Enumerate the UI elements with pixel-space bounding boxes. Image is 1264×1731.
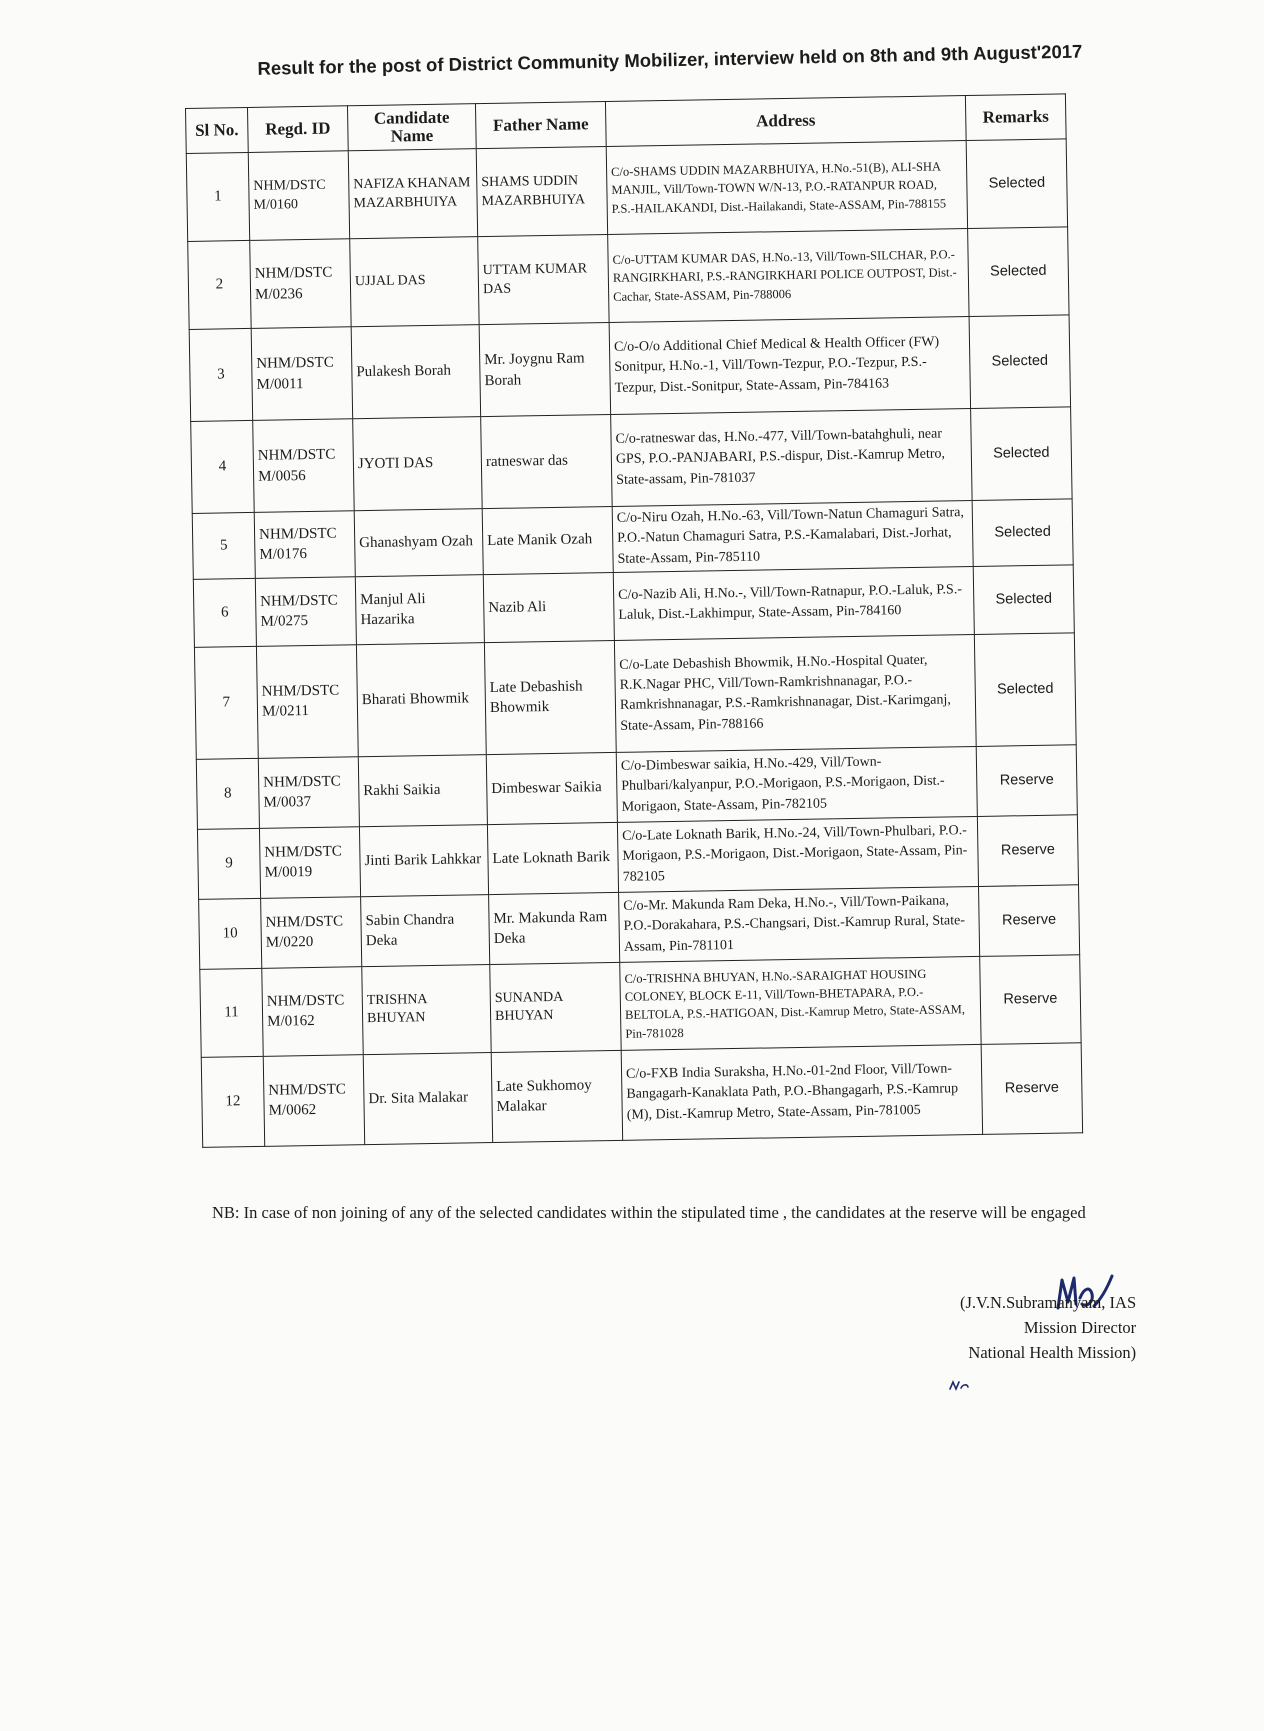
- cell-father-name: Late Sukhomoy Malakar: [491, 1050, 622, 1142]
- signatory-name: (J.V.N.Subramanyam, IAS: [960, 1293, 1137, 1312]
- signatory-organization: National Health Mission): [968, 1343, 1137, 1362]
- cell-candidate-name: Rakhi Saikia: [358, 754, 487, 826]
- cell-address: C/o-ratneswar das, H.No.-477, Vill/Town-batahghuli, near GPS, P.O.-PANJABARI, P.S.-dispur, Dist.-Kamrup Metro, State-assam, Pin-781037: [611, 409, 972, 507]
- cell-candidate-name: Manjul Ali Hazarika: [355, 575, 484, 645]
- cell-candidate-name: JYOTI DAS: [353, 417, 483, 511]
- document-title: Result for the post of District Community Mobilizer, interview held on 8th and 9th August'2017: [257, 40, 1083, 79]
- table-row: [194, 633, 1076, 760]
- cell-address: C/o-SHAMS UDDIN MAZARBHUIYA, H.No.-51(B), ALI-SHA MANJIL, Vill/Town-TOWN W/N-13, P.O.-RATANPUR ROAD, P.S.-HAILAKANDI, Dist.-Hailakandi, State-ASSAM, Pin-788155: [606, 141, 967, 235]
- cell-remarks: Selected: [974, 633, 1076, 747]
- cell-address: C/o-Mr. Makunda Ram Deka, H.No.-, Vill/Town-Paikana, P.O.-Dorakahara, P.S.-Changsari, Dist.-Kamrup Rural, State-Assam, Pin-781101: [619, 886, 980, 962]
- cell-remarks: Selected: [968, 227, 1069, 317]
- results-table-wrap: [185, 93, 1083, 1147]
- cell-candidate-name: Sabin Chandra Deka: [361, 894, 490, 966]
- table-row: [201, 1043, 1082, 1148]
- table-row: [188, 227, 1069, 330]
- cell-remarks: Selected: [966, 139, 1067, 229]
- header-sl-no: Sl No.: [186, 107, 249, 153]
- cell-remarks: Selected: [971, 407, 1073, 501]
- cell-remarks: Selected: [969, 315, 1071, 409]
- cell-remarks: Reserve: [981, 1043, 1082, 1135]
- table-row: [189, 315, 1070, 422]
- cell-candidate-name: TRISHNA BHUYAN: [362, 964, 491, 1054]
- cell-father-name: SHAMS UDDIN MAZARBHUIYA: [476, 147, 607, 237]
- cell-candidate-name: Ghanashyam Ozah: [354, 509, 483, 577]
- cell-address: C/o-Late Loknath Barik, H.No.-24, Vill/Town-Phulbari, P.O.-Morigaon, P.S.-Morigaon, Dist.-Morigaon, State-Assam, Pin-782105: [617, 816, 978, 892]
- cell-address: C/o-FXB India Suraksha, H.No.-01-2nd Floor, Vill/Town-Bangagarh-Kanaklata Path, P.O.-Bhangagarh, P.S.-Kamrup (M), Dist.-Kamrup Metro, State-Assam, Pin-781005: [621, 1044, 982, 1140]
- note-text: NB: In case of non joining of any of the selected candidates within the stipulated time , the candidates at the reserve will be engaged: [212, 1203, 1086, 1222]
- cell-remarks: Reserve: [979, 885, 1080, 957]
- cell-sl: 7: [194, 646, 258, 759]
- cell-regd-id: NHM/DSTC M/0162: [262, 967, 363, 1057]
- cell-sl: 1: [186, 152, 249, 241]
- cell-regd-id: NHM/DSTC M/0056: [253, 419, 355, 513]
- cell-father-name: Late Manik Ozah: [482, 506, 613, 574]
- cell-remarks: Selected: [972, 499, 1073, 567]
- table-row: [186, 139, 1067, 242]
- cell-sl: 5: [192, 512, 255, 579]
- cell-father-name: Late Loknath Barik: [487, 822, 618, 894]
- cell-father-name: ratneswar das: [481, 414, 613, 508]
- cell-remarks: Reserve: [977, 815, 1078, 887]
- signature-block: [960, 1290, 1136, 1365]
- cell-address: C/o-O/o Additional Chief Medical & Health Officer (FW) Sonitpur, H.No.-1, Vill/Town-Tezpur, P.O.-Tezpur, P.S.-Tezpur, Dist.-Sonitpur, State-Assam, Pin-784163: [609, 317, 970, 415]
- cell-remarks: Reserve: [976, 745, 1077, 817]
- cell-sl: 2: [188, 240, 251, 329]
- cell-regd-id: NHM/DSTC M/0062: [263, 1055, 364, 1147]
- cell-regd-id: NHM/DSTC M/0160: [248, 151, 349, 241]
- cell-regd-id: NHM/DSTC M/0019: [259, 827, 360, 899]
- header-candidate-name: Candidate Name: [347, 104, 476, 151]
- cell-address: C/o-Nazib Ali, H.No.-, Vill/Town-Ratnapur, P.O.-Laluk, P.S.-Laluk, Dist.-Lakhimpur, State-Assam, Pin-784160: [613, 566, 974, 640]
- cell-candidate-name: NAFIZA KHANAM MAZARBHUIYA: [348, 149, 477, 239]
- cell-father-name: Mr. Makunda Ram Deka: [489, 892, 620, 964]
- cell-sl: 4: [191, 420, 255, 513]
- cell-remarks: Reserve: [980, 955, 1081, 1045]
- cell-father-name: Nazib Ali: [483, 572, 614, 642]
- cell-sl: 12: [201, 1056, 264, 1147]
- cell-father-name: Mr. Joygnu Ram Borah: [479, 322, 611, 416]
- cell-address: C/o-Late Debashish Bhowmik, H.No.-Hospital Quater, R.K.Nagar PHC, Vill/Town-Ramkrishnanagar, P.O.-Ramkrishnanagar, P.S.-Ramkrishnanagar, Dist.-Karimganj, State-Assam, Pin-788166: [614, 634, 976, 752]
- cell-father-name: Late Debashish Bhowmik: [484, 640, 616, 754]
- header-regd-id: Regd. ID: [247, 106, 348, 153]
- cell-regd-id: NHM/DSTC M/0037: [258, 757, 359, 829]
- cell-sl: 3: [189, 328, 253, 421]
- cell-regd-id: NHM/DSTC M/0211: [256, 645, 358, 759]
- cell-address: C/o-Niru Ozah, H.No.-63, Vill/Town-Natun Chamaguri Satra, P.O.-Natun Chamaguri Satra, P.S.-Kamalabari, Dist.-Jorhat, State-Assam, Pin-785110: [612, 501, 973, 573]
- table-row: [200, 955, 1081, 1058]
- cell-regd-id: NHM/DSTC M/0176: [254, 511, 355, 579]
- cell-remarks: Selected: [973, 565, 1074, 635]
- cell-regd-id: NHM/DSTC M/0236: [250, 239, 351, 329]
- cell-regd-id: NHM/DSTC M/0275: [255, 577, 356, 647]
- table-row: [191, 407, 1072, 514]
- cell-father-name: SUNANDA BHUYAN: [490, 962, 621, 1052]
- handwritten-initials-icon: [948, 1378, 970, 1392]
- cell-candidate-name: UJJAL DAS: [350, 237, 479, 327]
- cell-father-name: UTTAM KUMAR DAS: [478, 235, 609, 325]
- cell-sl: 11: [200, 968, 263, 1057]
- header-father-name: Father Name: [475, 102, 606, 149]
- cell-sl: 9: [197, 828, 260, 899]
- header-address: Address: [605, 96, 966, 147]
- cell-father-name: Dimbeswar Saikia: [486, 752, 617, 824]
- cell-candidate-name: Jinti Barik Lahkkar: [359, 824, 488, 896]
- cell-sl: 8: [196, 758, 259, 829]
- header-remarks: Remarks: [965, 94, 1066, 141]
- cell-candidate-name: Bharati Bhowmik: [356, 643, 486, 757]
- cell-address: C/o-UTTAM KUMAR DAS, H.No.-13, Vill/Town-SILCHAR, P.O.-RANGIRKHARI, P.S.-RANGIRKHARI POLICE OUTPOST, Dist.-Cachar, State-ASSAM, Pin-788006: [608, 229, 969, 323]
- cell-regd-id: NHM/DSTC M/0011: [251, 327, 353, 421]
- cell-address: C/o-Dimbeswar saikia, H.No.-429, Vill/Town-Phulbari/kalyanpur, P.O.-Morigaon, P.S.-Morigaon, Dist.-Morigaon, State-Assam, Pin-782105: [616, 746, 977, 822]
- results-table: [185, 93, 1083, 1147]
- cell-sl: 6: [193, 578, 256, 647]
- cell-address: C/o-TRISHNA BHUYAN, H.No.-SARAIGHAT HOUSING COLONEY, BLOCK E-11, Vill/Town-BHETAPARA, P.O.-BELTOLA, P.S.-HATIGOAN, Dist.-Kamrup Metro, State-ASSAM, Pin-781028: [620, 956, 981, 1050]
- cell-candidate-name: Pulakesh Borah: [351, 325, 481, 419]
- cell-candidate-name: Dr. Sita Malakar: [363, 1052, 492, 1144]
- cell-sl: 10: [199, 898, 262, 969]
- signatory-designation: Mission Director: [1023, 1318, 1137, 1337]
- cell-regd-id: NHM/DSTC M/0220: [261, 897, 362, 969]
